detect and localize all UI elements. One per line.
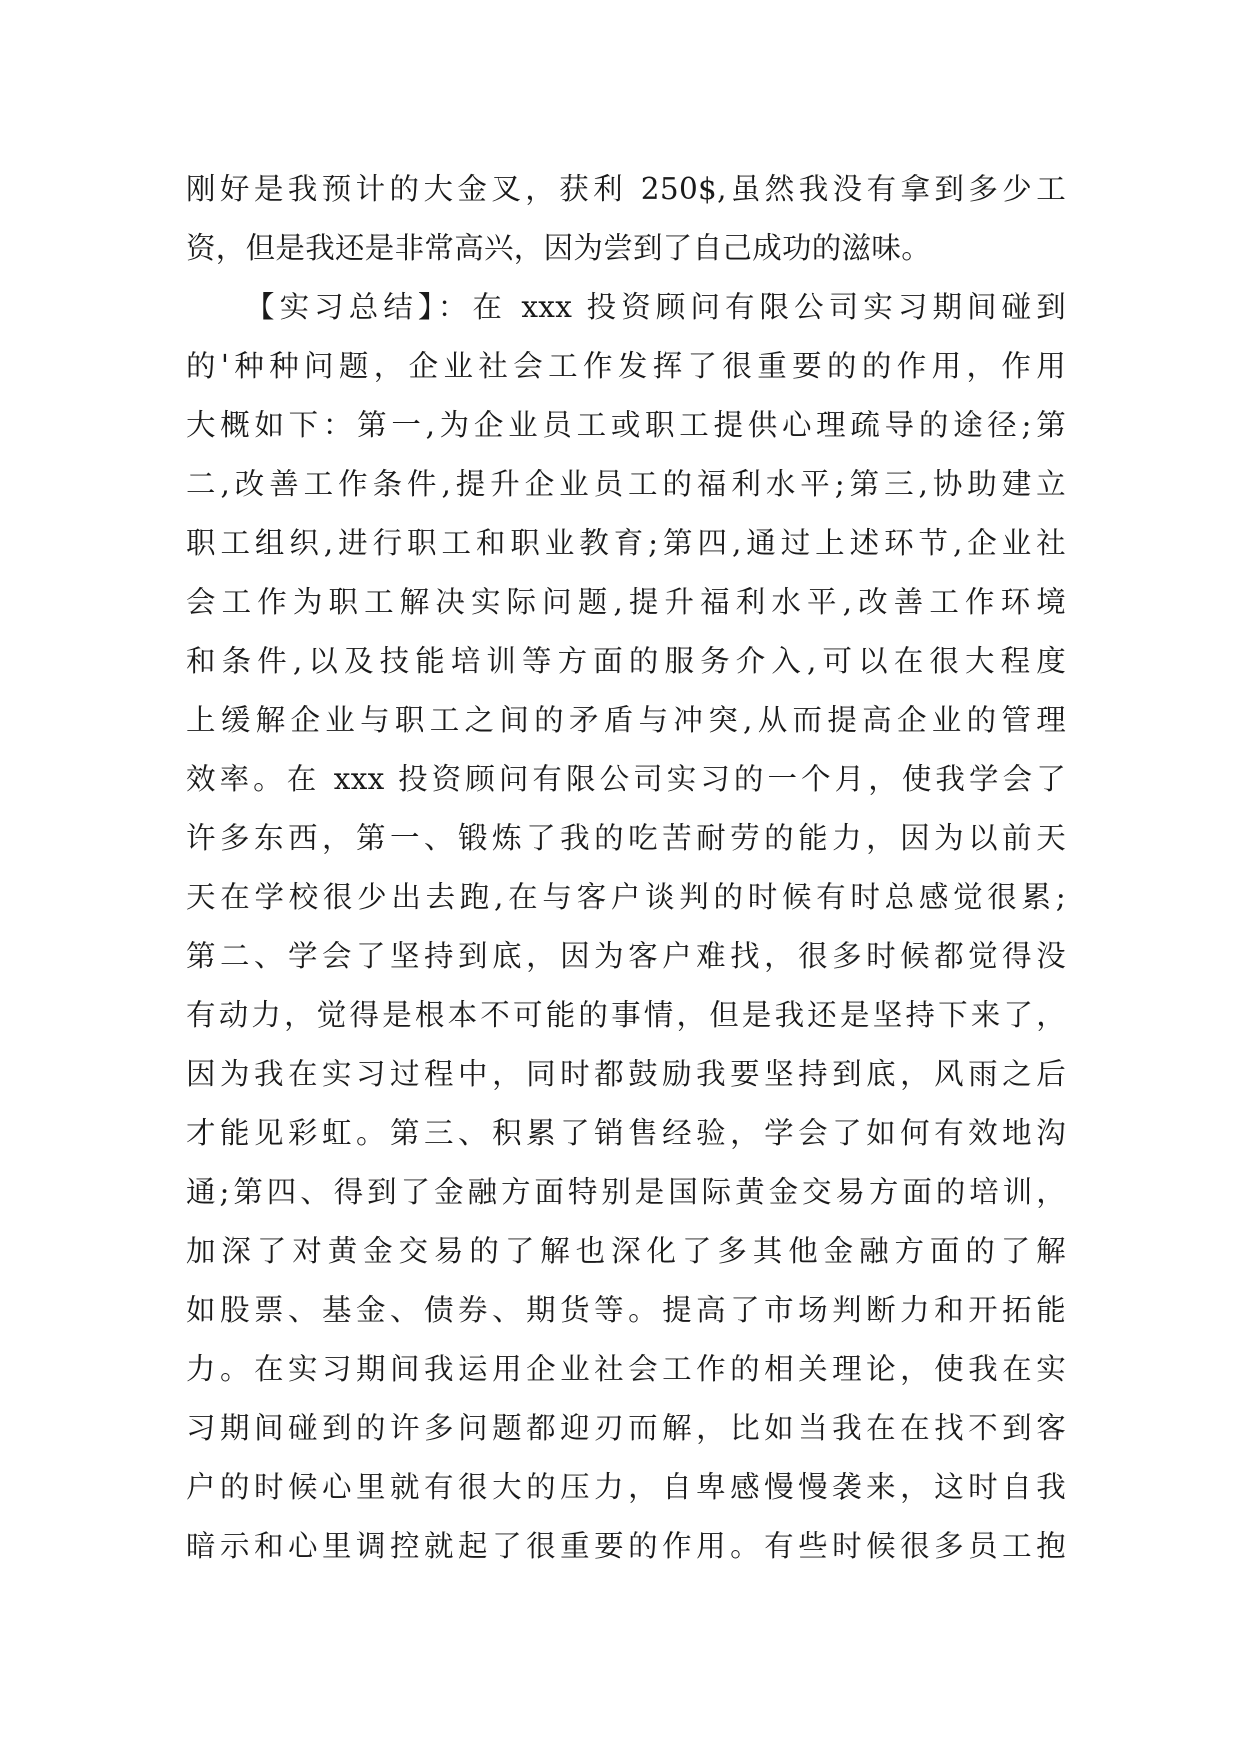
text-line: 会工作为职工解决实际问题,提升福利水平,改善工作环境: [186, 585, 1066, 619]
text-line: 【实习总结】：在 xxx 投资顾问有限公司实习期间碰到: [245, 290, 1066, 324]
text-line: 天在学校很少出去跑,在与客户谈判的时候有时总感觉很累;: [186, 880, 1066, 914]
text-line: 的'种种问题，企业社会工作发挥了很重要的的作用，作用: [186, 349, 1066, 383]
text-line: 许多东西，第一、锻炼了我的吃苦耐劳的能力，因为以前天: [186, 821, 1066, 855]
text-line: 户的时候心里就有很大的压力，自卑感慢慢袭来，这时自我: [186, 1470, 1066, 1504]
text-line: 第二、学会了坚持到底，因为客户难找，很多时候都觉得没: [186, 939, 1066, 973]
text-line: 如股票、基金、债券、期货等。提高了市场判断力和开拓能: [186, 1293, 1066, 1327]
text-line: 才能见彩虹。第三、积累了销售经验，学会了如何有效地沟: [186, 1116, 1066, 1150]
text-line: 有动力，觉得是根本不可能的事情，但是我还是坚持下来了，: [186, 998, 1066, 1032]
text-line: 职工组织,进行职工和职业教育;第四,通过上述环节,企业社: [186, 526, 1066, 560]
body-text: [186, 160, 1066, 1576]
text-line: 效率。在 xxx 投资顾问有限公司实习的一个月，使我学会了: [186, 762, 1066, 796]
text-line: 力。在实习期间我运用企业社会工作的相关理论，使我在实: [186, 1352, 1066, 1386]
text-line: 加深了对黄金交易的了解也深化了多其他金融方面的了解: [186, 1234, 1066, 1268]
text-line: 二,改善工作条件,提升企业员工的福利水平;第三,协助建立: [186, 467, 1066, 501]
text-line: 暗示和心里调控就起了很重要的作用。有些时候很多员工抱: [186, 1529, 1066, 1563]
text-line: 刚好是我预计的大金叉，获利 250$,虽然我没有拿到多少工: [186, 172, 1066, 206]
text-line: 因为我在实习过程中，同时都鼓励我要坚持到底，风雨之后: [186, 1057, 1066, 1091]
text-line: 大概如下：第一,为企业员工或职工提供心理疏导的途径;第: [186, 408, 1066, 442]
text-line: 通;第四、得到了金融方面特别是国际黄金交易方面的培训，: [186, 1175, 1066, 1209]
text-line: 习期间碰到的许多问题都迎刃而解，比如当我在在找不到客: [186, 1411, 1066, 1445]
text-line: 上缓解企业与职工之间的矛盾与冲突,从而提高企业的管理: [186, 703, 1066, 737]
text-line: 资，但是我还是非常高兴，因为尝到了自己成功的滋味。: [186, 231, 932, 265]
text-line: 和条件,以及技能培训等方面的服务介入,可以在很大程度: [186, 644, 1066, 678]
